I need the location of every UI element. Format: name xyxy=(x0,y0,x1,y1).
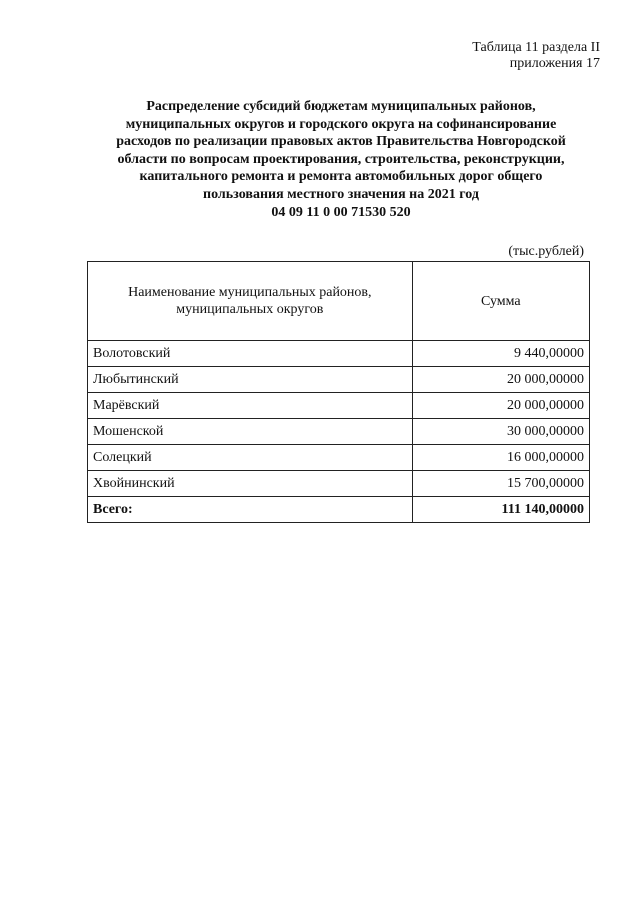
district-name-cell: Хвойнинский xyxy=(88,471,413,497)
appendix-reference xyxy=(472,40,600,72)
sum-cell: 30 000,00000 xyxy=(412,419,589,445)
total-row xyxy=(88,497,590,523)
table-row xyxy=(88,471,590,497)
title-line: Распределение субсидий бюджетам муниципальных районов, xyxy=(146,99,536,114)
title-line: муниципальных округов и городского округа на софинансирование xyxy=(125,116,557,132)
units-note: (тыс.рублей) xyxy=(508,244,584,259)
title-line: пользования местного значения на 2021 год xyxy=(203,186,479,202)
total-sum-cell: 111 140,00000 xyxy=(412,497,589,523)
budget-classification-code: 04 09 11 0 00 71530 520 xyxy=(271,205,411,220)
subsidy-distribution-table xyxy=(87,261,590,523)
table-row xyxy=(88,367,590,393)
district-name-cell: Марёвский xyxy=(88,393,413,419)
sum-cell: 20 000,00000 xyxy=(412,367,589,393)
column-header-name: Наименование муниципальных районов, муниципальных округов xyxy=(88,262,413,341)
table-row xyxy=(88,419,590,445)
document-title xyxy=(90,98,592,222)
table-row xyxy=(88,445,590,471)
district-name-cell: Мошенской xyxy=(88,419,413,445)
sum-cell: 20 000,00000 xyxy=(412,393,589,419)
district-name-cell: Волотовский xyxy=(88,341,413,367)
title-line: капитального ремонта и ремонта автомобильных дорог общего xyxy=(139,169,543,184)
appendix-line-annex: приложения 17 xyxy=(509,56,600,71)
total-label-cell: Всего: xyxy=(88,497,413,523)
title-line: области по вопросам проектирования, строительства, реконструкции, xyxy=(117,151,565,167)
sum-cell: 15 700,00000 xyxy=(412,471,589,497)
district-name-cell: Солецкий xyxy=(88,445,413,471)
table-header-row xyxy=(88,262,590,341)
sum-cell: 9 440,00000 xyxy=(412,341,589,367)
district-name-cell: Любытинский xyxy=(88,367,413,393)
appendix-line-table: Таблица 11 раздела II xyxy=(472,40,600,55)
table-row xyxy=(88,341,590,367)
column-header-sum: Сумма xyxy=(412,262,589,341)
title-line: расходов по реализации правовых актов Правительства Новгородской xyxy=(116,134,566,149)
table-row xyxy=(88,393,590,419)
sum-cell: 16 000,00000 xyxy=(412,445,589,471)
